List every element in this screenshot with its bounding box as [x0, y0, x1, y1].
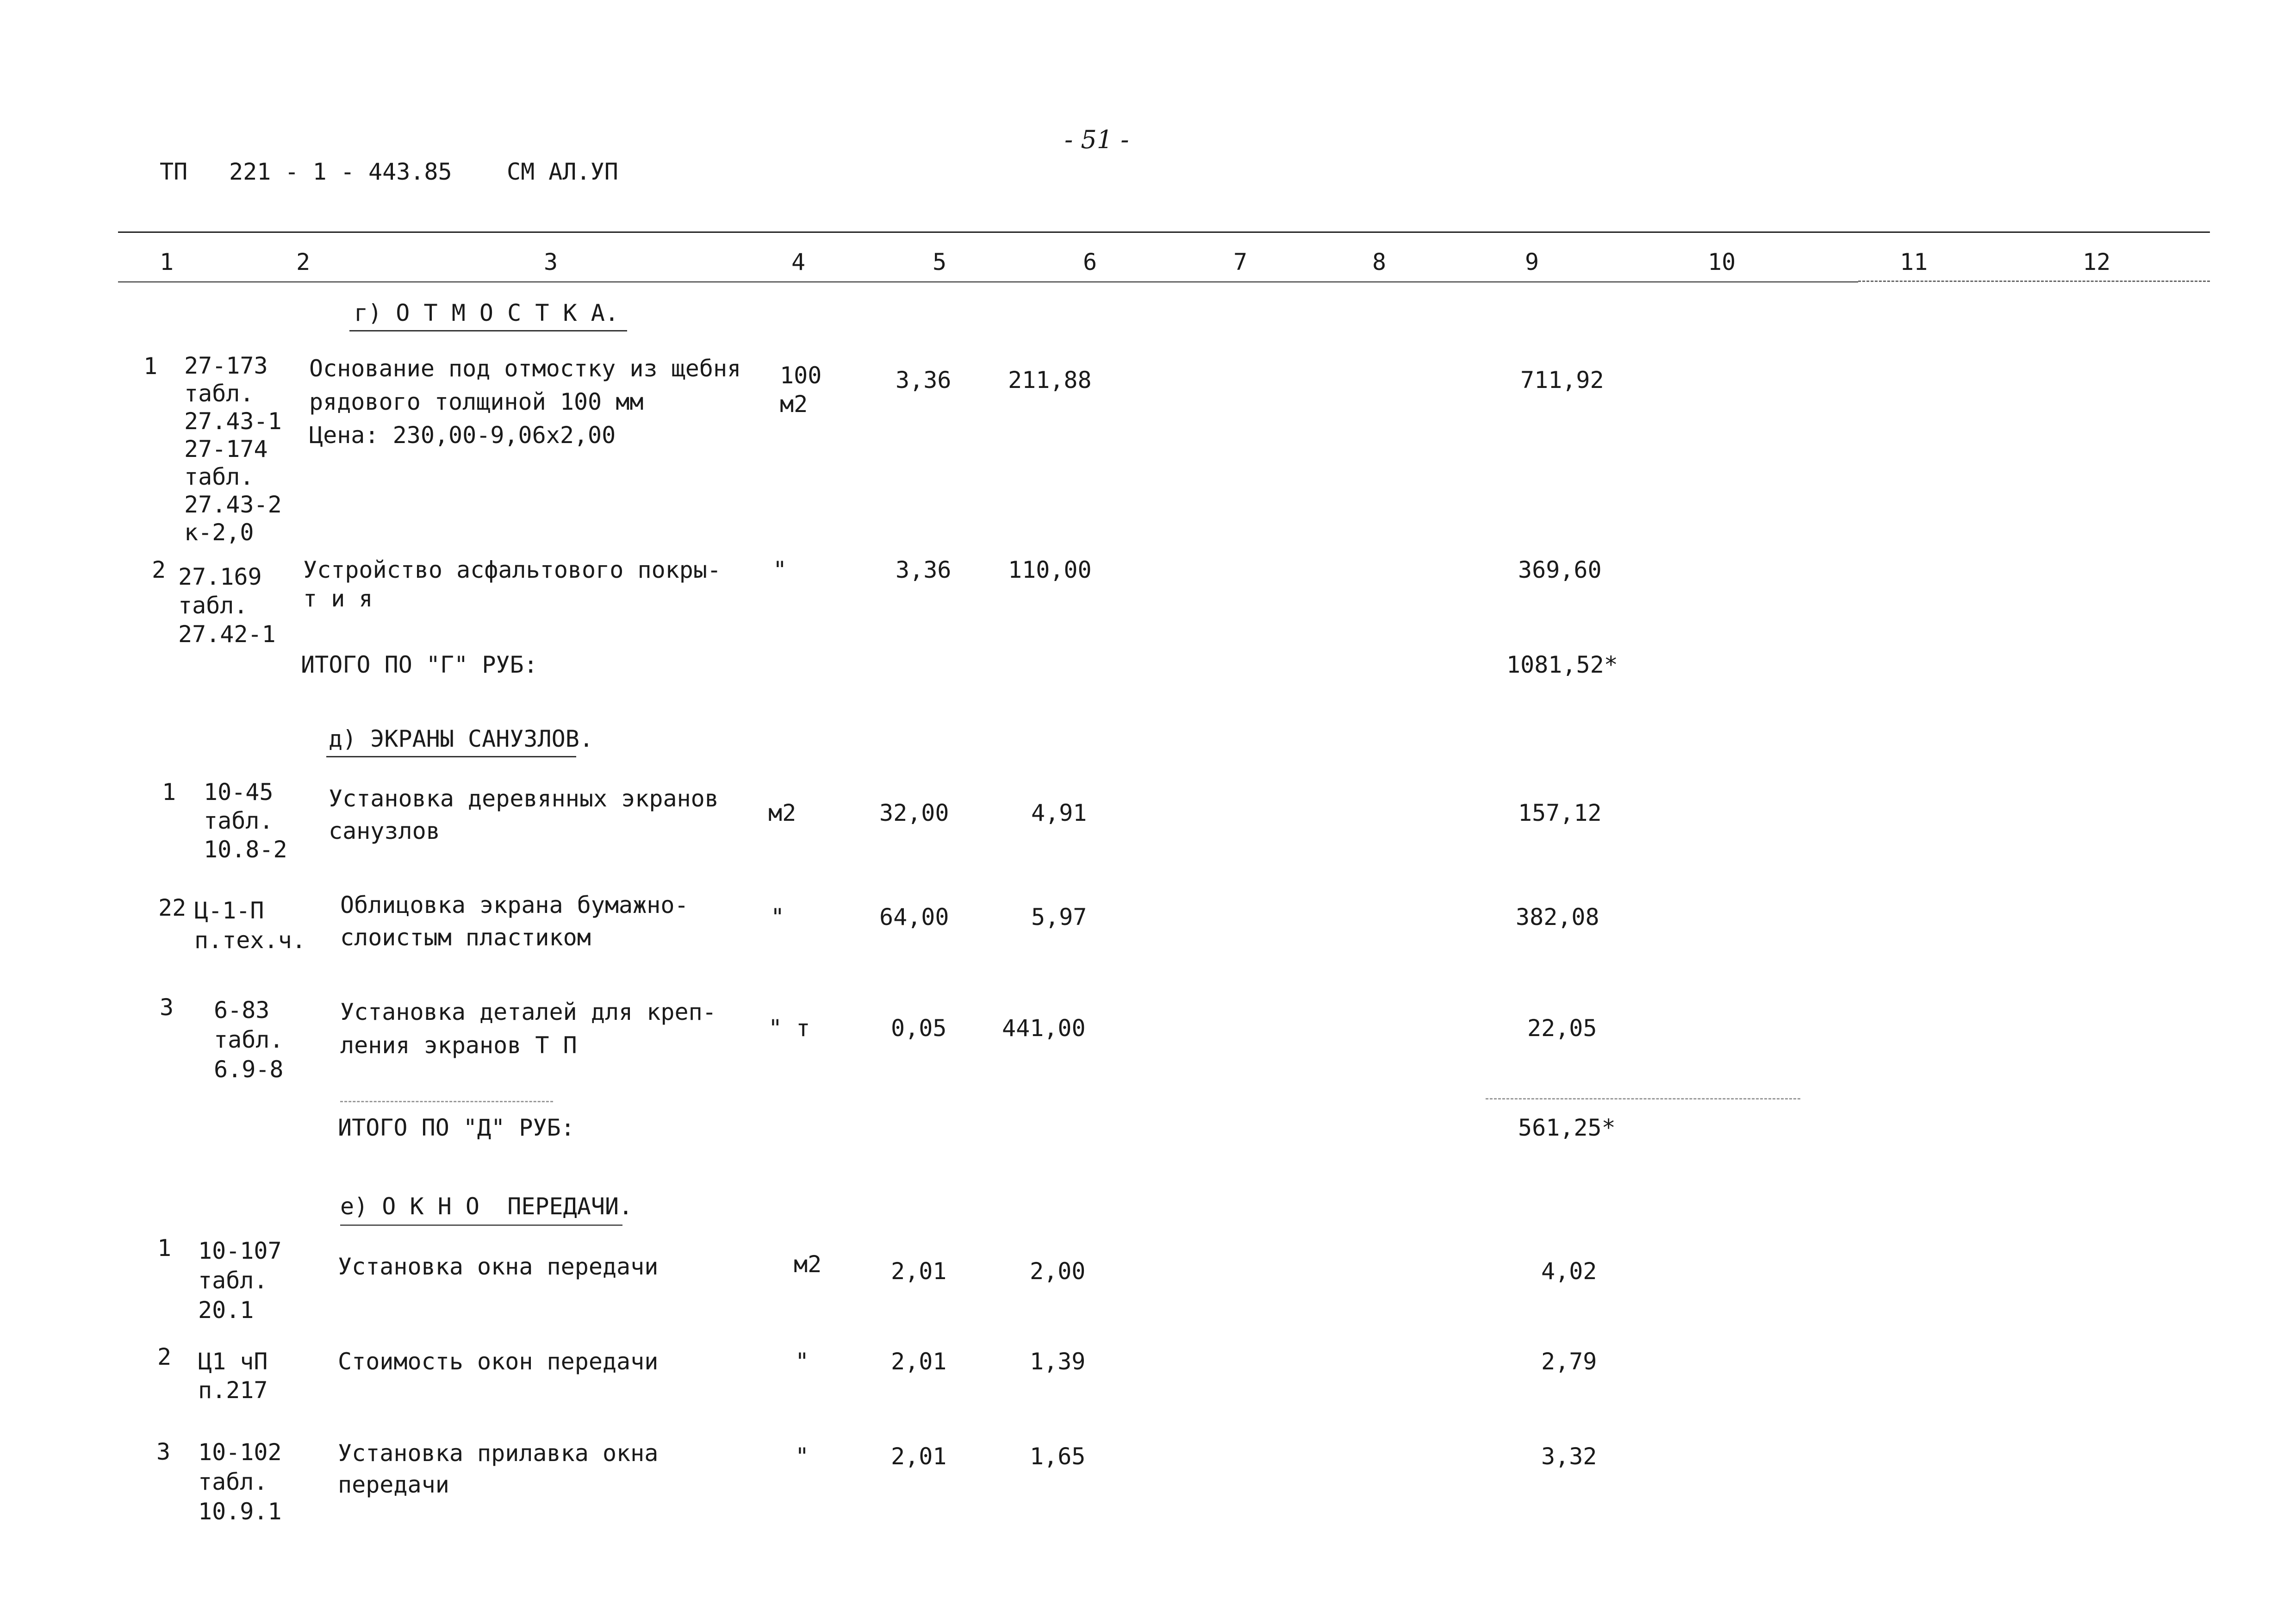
d-row-2-price: 5,97 [1031, 904, 1087, 931]
e-row-3-desc: Установка прилавка окна передачи [338, 1440, 659, 1498]
doc-code: СМ АЛ.УП [507, 158, 618, 185]
col-header-2: 2 [296, 249, 311, 275]
col-header-10: 10 [1708, 249, 1736, 275]
e-row-3-total: 3,32 [1541, 1443, 1597, 1470]
section-d-subtotal-rule-right [1486, 1098, 1800, 1101]
d-row-3-total: 22,05 [1527, 1015, 1597, 1042]
section-g-total-label: ИТОГО ПО "Г" РУБ: [301, 651, 538, 678]
e-row-3-n: 3 [156, 1438, 171, 1465]
e-row-2-desc: Стоимость окон передачи [338, 1348, 659, 1375]
d-row-2-unit: " [771, 904, 785, 931]
section-d-total-label: ИТОГО ПО "Д" РУБ: [338, 1114, 575, 1141]
g-row-1-price: 211,88 [1008, 367, 1092, 394]
e-row-2-code: Ц1 чП п.217 [198, 1348, 268, 1404]
section-d-title: д) ЭКРАНЫ САНУЗЛОВ. [329, 725, 593, 752]
g-row-1-total: 711,92 [1520, 367, 1604, 394]
e-row-3-unit: " [795, 1443, 809, 1470]
g-row-1-qty: 3,36 [896, 367, 952, 394]
d-row-2-total: 382,08 [1516, 904, 1599, 931]
table-header-rule-dashed [1858, 281, 2210, 283]
e-row-3-qty: 2,01 [891, 1443, 947, 1470]
e-row-1-n: 1 [157, 1235, 172, 1262]
col-header-6: 6 [1083, 249, 1097, 275]
d-row-1-n: 1 [162, 779, 176, 806]
g-row-1-code: 27-173 табл. 27.43-1 27-174 табл. 27.43-2 к-2,0 [184, 352, 282, 546]
section-g-underline [349, 330, 627, 331]
d-row-3-price: 441,00 [1002, 1015, 1086, 1042]
section-e-underline [340, 1224, 622, 1226]
e-row-2-total: 2,79 [1541, 1348, 1597, 1375]
g-row-2-total: 369,60 [1518, 556, 1602, 583]
col-header-3: 3 [544, 249, 558, 275]
d-row-2-qty: 64,00 [879, 904, 949, 931]
g-row-1-unit: 100 м2 [780, 362, 822, 418]
d-row-1-total: 157,12 [1518, 800, 1602, 826]
e-row-2-unit: " [795, 1348, 809, 1375]
tp-label: ТП [160, 158, 188, 185]
g-row-2-price: 110,00 [1008, 556, 1092, 583]
d-row-3-unit: " т [768, 1015, 810, 1042]
d-row-1-qty: 32,00 [879, 800, 949, 826]
e-row-1-code: 10-107 табл. 20.1 [198, 1237, 282, 1324]
g-row-2-qty: 3,36 [896, 556, 952, 583]
section-g-total-value: 1081,52* [1506, 651, 1618, 678]
col-header-5: 5 [933, 249, 947, 275]
g-row-2-unit: " [773, 556, 787, 583]
table-header-rule [118, 281, 1858, 282]
section-d-underline [326, 756, 576, 757]
g-row-1-desc: Основание под отмостку из щебня рядового толщиной 100 мм Цена: 230,00-9,06х2,00 [309, 355, 741, 449]
d-row-1-desc: Установка деревянных экранов санузлов [329, 785, 719, 844]
d-row-3-code: 6-83 табл. 6.9-8 [214, 997, 284, 1083]
section-g-title: г) О Т М О С Т К А. [354, 300, 619, 326]
d-row-2-desc: Облицовка экрана бумажно- слоистым пластиком [340, 892, 689, 951]
col-header-4: 4 [791, 249, 806, 275]
d-row-1-price: 4,91 [1031, 800, 1087, 826]
table-top-rule [118, 231, 2210, 233]
d-row-3-qty: 0,05 [891, 1015, 947, 1042]
e-row-1-desc: Установка окна передачи [338, 1253, 659, 1280]
g-row-2-desc: Устройство асфальтового покры- т и я [303, 556, 722, 612]
col-header-12: 12 [2083, 249, 2111, 275]
d-row-2-code: Ц-1-П п.тех.ч. [194, 897, 306, 954]
d-row-3-n: 3 [160, 994, 174, 1021]
e-row-2-n: 2 [157, 1343, 172, 1370]
e-row-1-price: 2,00 [1030, 1258, 1086, 1285]
e-row-1-total: 4,02 [1541, 1258, 1597, 1285]
d-row-3-desc: Установка деталей для креп- ления экранов Т П [340, 999, 716, 1059]
e-row-3-price: 1,65 [1030, 1443, 1086, 1470]
e-row-1-qty: 2,01 [891, 1258, 947, 1285]
g-row-1-n: 1 [143, 353, 158, 380]
col-header-7: 7 [1233, 249, 1248, 275]
section-e-title: е) О К Н О ПЕРЕДАЧИ. [340, 1193, 633, 1220]
section-d-subtotal-rule-left [340, 1101, 553, 1104]
e-row-3-code: 10-102 табл. 10.9.1 [198, 1439, 282, 1525]
e-row-2-qty: 2,01 [891, 1348, 947, 1375]
section-d-total-value: 561,25* [1518, 1114, 1616, 1141]
col-header-8: 8 [1372, 249, 1387, 275]
d-row-1-code: 10-45 табл. 10.8-2 [204, 779, 287, 863]
g-row-2-code: 27.169 табл. 27.42-1 [178, 563, 276, 648]
page-number: - 51 - [1064, 125, 1129, 154]
e-row-1-unit: м2 [794, 1251, 822, 1278]
e-row-2-price: 1,39 [1030, 1348, 1086, 1375]
col-header-1: 1 [160, 249, 174, 275]
g-row-2-n: 2 [152, 556, 166, 583]
col-header-11: 11 [1900, 249, 1928, 275]
project-code: 221 - 1 - 443.85 [229, 158, 452, 185]
col-header-9: 9 [1525, 249, 1539, 275]
d-row-2-n: 22 [158, 894, 187, 921]
d-row-1-unit: м2 [768, 800, 796, 826]
